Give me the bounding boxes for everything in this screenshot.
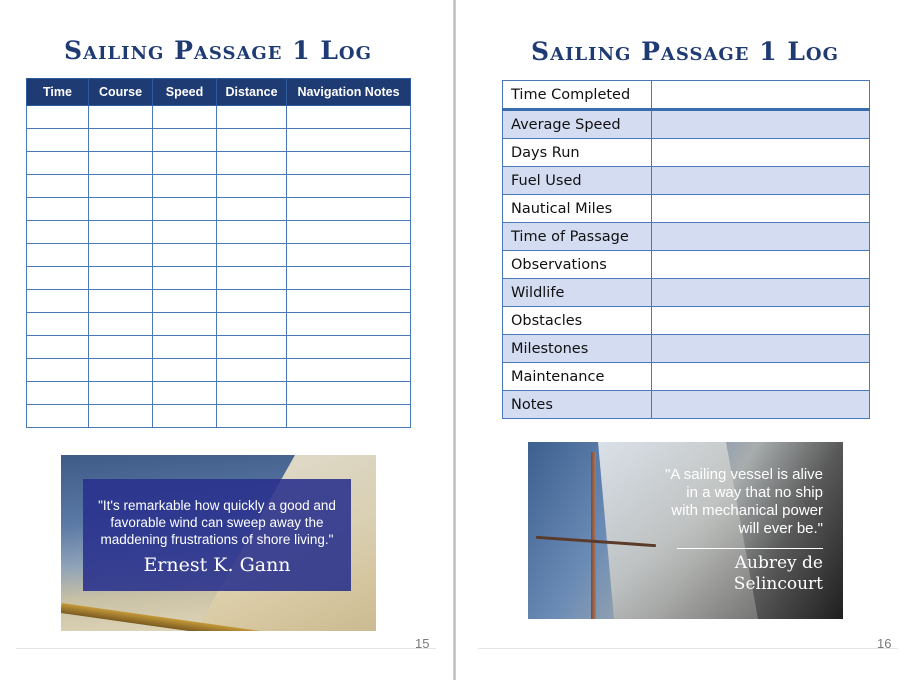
page-number: 16 (877, 636, 892, 651)
table-row (27, 336, 411, 359)
table-row (27, 198, 411, 221)
log-entry-cell (89, 221, 153, 244)
log-entry-cell (153, 175, 217, 198)
summary-value-cell (652, 391, 870, 419)
log-entry-cell (89, 336, 153, 359)
log-entry-cell (217, 106, 287, 129)
log-entry-cell (89, 129, 153, 152)
log-entry-cell (89, 244, 153, 267)
summary-row-label: Days Run (503, 139, 652, 167)
log-entry-cell (153, 359, 217, 382)
log-entry-cell (27, 175, 89, 198)
quote-box (83, 479, 351, 591)
log-entry-cell (27, 359, 89, 382)
log-entry-cell (287, 290, 411, 313)
log-entry-cell (217, 198, 287, 221)
log-entry-cell (217, 336, 287, 359)
log-entry-cell (287, 336, 411, 359)
log-entry-cell (89, 313, 153, 336)
log-entry-cell (27, 290, 89, 313)
log-entry-cell (217, 152, 287, 175)
log-entry-cell (217, 405, 287, 428)
log-entry-cell (153, 405, 217, 428)
log-entry-cell (153, 152, 217, 175)
log-entry-cell (153, 198, 217, 221)
log-entry-cell (153, 313, 217, 336)
quote-author: Aubrey de Selincourt (733, 553, 823, 594)
log-entry-cell (153, 106, 217, 129)
log-entry-cell (217, 382, 287, 405)
log-entry-cell (217, 129, 287, 152)
log-entry-cell (89, 152, 153, 175)
log-entry-cell (287, 359, 411, 382)
table-row (503, 279, 870, 307)
log-entry-cell (27, 244, 89, 267)
table-row (503, 363, 870, 391)
log-entry-cell (153, 129, 217, 152)
column-header-speed: Speed (153, 79, 217, 106)
quote-image-selincourt (528, 442, 843, 619)
log-entry-cell (287, 106, 411, 129)
table-row (27, 106, 411, 129)
summary-row-label: Nautical Miles (503, 195, 652, 223)
column-header-navigation-notes: Navigation Notes (287, 79, 411, 106)
summary-value-cell (652, 223, 870, 251)
log-entry-cell (217, 175, 287, 198)
table-row (27, 382, 411, 405)
log-entry-cell (27, 106, 89, 129)
log-entry-cell (27, 382, 89, 405)
table-row (27, 175, 411, 198)
quote-text: "It's remarkable how quickly a good and favorable wind can sweep away the maddening frustrations of shore living." (98, 498, 336, 547)
log-entry-cell (217, 221, 287, 244)
log-entry-cell (287, 152, 411, 175)
log-entry-cell (27, 405, 89, 428)
mast-graphic (591, 452, 596, 619)
table-row (503, 195, 870, 223)
summary-value-cell (652, 279, 870, 307)
log-entry-cell (89, 290, 153, 313)
table-header-row (27, 79, 411, 106)
table-row (503, 335, 870, 363)
log-entry-cell (153, 290, 217, 313)
footer-divider (478, 648, 898, 649)
summary-row-label: Milestones (503, 335, 652, 363)
table-row (503, 139, 870, 167)
footer-divider (16, 648, 436, 649)
log-entry-cell (287, 405, 411, 428)
passage-summary-table (502, 80, 870, 419)
column-header-course: Course (89, 79, 153, 106)
table-row (27, 129, 411, 152)
log-entry-cell (287, 221, 411, 244)
summary-value-cell (652, 251, 870, 279)
summary-value-cell (652, 335, 870, 363)
log-entry-cell (153, 244, 217, 267)
table-row (503, 391, 870, 419)
log-entry-cell (217, 359, 287, 382)
summary-table-body (503, 81, 870, 419)
log-entry-cell (153, 382, 217, 405)
log-entry-cell (217, 313, 287, 336)
table-row (503, 167, 870, 195)
summary-value-cell (652, 363, 870, 391)
log-entry-cell (287, 244, 411, 267)
log-entry-cell (27, 221, 89, 244)
log-entry-cell (27, 129, 89, 152)
log-entry-cell (89, 198, 153, 221)
page-number: 15 (415, 636, 430, 651)
log-entry-cell (27, 152, 89, 175)
log-entry-cell (287, 129, 411, 152)
log-entry-cell (287, 175, 411, 198)
table-row (27, 221, 411, 244)
summary-value-cell (652, 81, 870, 110)
summary-row-label: Observations (503, 251, 652, 279)
log-entry-cell (89, 267, 153, 290)
log-entry-cell (27, 198, 89, 221)
summary-row-label: Fuel Used (503, 167, 652, 195)
summary-row-label: Average Speed (503, 110, 652, 139)
log-entry-cell (27, 267, 89, 290)
quote-image-gann (61, 455, 376, 631)
summary-row-label: Time Completed (503, 81, 652, 110)
log-entry-cell (287, 382, 411, 405)
log-entry-cell (153, 336, 217, 359)
table-row (27, 405, 411, 428)
log-entry-cell (89, 405, 153, 428)
page-title: Sailing Passage 1 Log (531, 37, 839, 66)
summary-value-cell (652, 139, 870, 167)
log-entry-cell (217, 290, 287, 313)
summary-row-label: Notes (503, 391, 652, 419)
log-entry-cell (27, 313, 89, 336)
quote-author: Ernest K. Gann (143, 554, 291, 576)
log-entry-cell (89, 382, 153, 405)
log-entry-cell (153, 221, 217, 244)
right-page (456, 0, 909, 680)
summary-value-cell (652, 195, 870, 223)
quote-text: "A sailing vessel is alive in a way that no ship with mechanical power will ever be." (665, 466, 823, 537)
log-table-body (27, 106, 411, 428)
summary-row-label: Wildlife (503, 279, 652, 307)
table-row (503, 251, 870, 279)
column-header-time: Time (27, 79, 89, 106)
table-row (503, 110, 870, 139)
left-page (0, 0, 453, 680)
table-row (27, 152, 411, 175)
summary-row-label: Obstacles (503, 307, 652, 335)
table-row (27, 267, 411, 290)
page-title: Sailing Passage 1 Log (64, 36, 372, 65)
summary-value-cell (652, 307, 870, 335)
summary-row-label: Time of Passage (503, 223, 652, 251)
log-entry-cell (153, 267, 217, 290)
table-row (503, 307, 870, 335)
log-entry-cell (89, 359, 153, 382)
table-row (27, 359, 411, 382)
log-entry-cell (287, 267, 411, 290)
summary-value-cell (652, 110, 870, 139)
log-entry-cell (217, 244, 287, 267)
summary-row-label: Maintenance (503, 363, 652, 391)
log-entry-cell (287, 313, 411, 336)
log-entry-cell (89, 175, 153, 198)
table-row (503, 223, 870, 251)
summary-value-cell (652, 167, 870, 195)
table-row (27, 244, 411, 267)
table-row (27, 313, 411, 336)
column-header-distance: Distance (217, 79, 287, 106)
log-entry-cell (89, 106, 153, 129)
log-entry-cell (287, 198, 411, 221)
log-entry-cell (217, 267, 287, 290)
table-row (27, 290, 411, 313)
passage-log-table (26, 78, 411, 428)
log-entry-cell (27, 336, 89, 359)
table-row (503, 81, 870, 110)
quote-divider (677, 548, 823, 549)
